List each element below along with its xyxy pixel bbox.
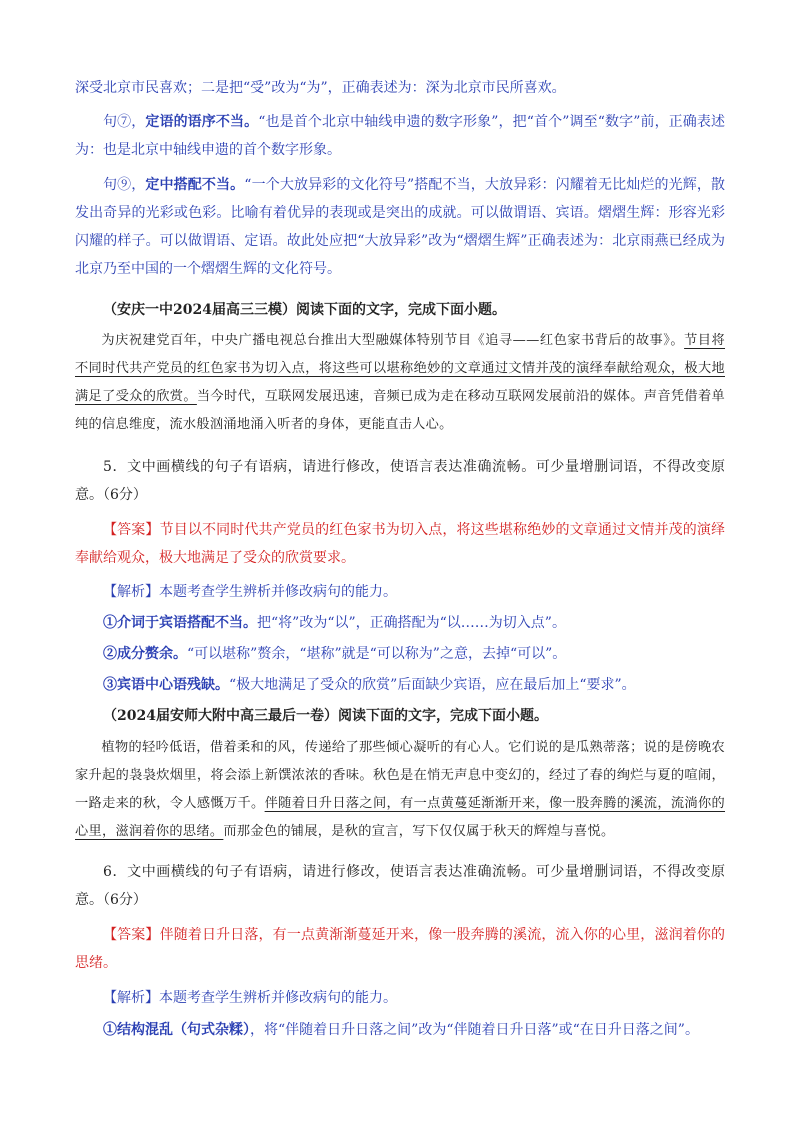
analysis-text: 深受北京市民喜欢；二是把“受”改为“为”，正确表述为：深为北京市民所喜欢。 [75,80,566,96]
underlined-sentence: 节目将不同时代共产党员的红色家书为切入点，将这些可以堪称绝妙的文章通过文情并茂的演绎奉献给观众，极大地满足了受众的欣赏。 [75,333,726,404]
reading-passage-1 [75,327,725,439]
error-type: ②成分赘余。 [103,646,187,662]
analysis-text: 本题考查学生辨析并修改病句的能力。 [159,584,397,600]
passage-text: 而那金色的铺展，是秋的宣言，写下仅仅属于秋天的辉煌与喜悦。 [223,824,615,839]
analysis-sentence-9 [75,171,725,283]
analysis-continued-line [75,74,725,102]
answer-6 [75,921,725,977]
analysis-5-point-3 [75,671,725,699]
answer-tag: 【答案】 [103,522,160,538]
analysis-text: ，将“伴随着日升日落之间”改为“伴随着日升日落”或“在日升日落之间”。 [250,1022,699,1038]
answer-5 [75,516,725,572]
analysis-5-intro [75,578,725,606]
passage-text: 植物的轻吟低语，借着柔和的风，传递给了那些倾心凝听的有心人。它们说的是瓜熟蒂落；说的是傍晚农家升起的袅袅炊烟里，将会添上新馔浓浓的香味。秋色是在悄无声息中变幻的，经过了春的绚烂与夏的喧闹，一路走来的秋，令人感慨万千。 [75,740,725,811]
error-type: 定中搭配不当。 [145,177,245,193]
answer-tag: 【答案】 [103,927,160,943]
error-type: ①结构混乱（句式杂糅） [103,1022,250,1038]
analysis-6-intro [75,984,725,1012]
analysis-5-point-1 [75,609,725,637]
analysis-5-point-2 [75,640,725,668]
error-type: ①介词于宾语搭配不当。 [103,615,257,631]
sentence-ref: 句⑦， [103,114,146,130]
question-text: 6．文中画横线的句子有语病，请进行修改，使语言表达准确流畅。可少量增删词语，不得改变原意。（6分） [75,864,725,908]
error-type: ③宾语中心语残缺。 [103,677,229,693]
answer-text: 伴随着日升日落，有一点黄渐渐蔓延开来，像一股奔腾的溪流，流入你的心里，滋润着你的思绪。 [75,927,726,971]
analysis-text: “极大地满足了受众的欣赏”后面缺少宾语，应在最后加上“要求”。 [229,677,636,693]
analysis-6-point-1 [75,1016,725,1044]
sentence-ref: 句⑨， [103,177,146,193]
passage-text: 为庆祝建党百年，中央广播电视总台推出大型融媒体特别节目《追寻——红色家书背后的故事》。 [101,333,685,348]
analysis-text: “也是首个北京中轴线申遗的数字形象”，把“首个”调至“数字”前，正确表述为：也是北京中轴线申遗的首个数字形象。 [75,114,726,158]
heading-text: （2024届安师大附中高三最后一卷）阅读下面的文字，完成下面小题。 [103,708,548,724]
heading-text: （安庆一中2024届高三三模）阅读下面的文字，完成下面小题。 [103,302,506,318]
underlined-sentence: 伴随着日升日落之间，有一点黄蔓延渐渐开来，像一股奔腾的溪流，流淌你的心里，滋润着你的思绪。 [75,796,726,839]
analysis-sentence-7 [75,108,725,164]
analysis-text: 把“将”改为“以”，正确搭配为“以……为切入点”。 [257,615,566,631]
section-heading-1 [75,296,725,324]
error-type: 定语的语序不当。 [145,114,259,130]
answer-text: 节目以不同时代共产党员的红色家书为切入点，将这些堪称绝妙的文章通过文情并茂的演绎奉献给观众，极大地满足了受众的欣赏要求。 [75,522,726,566]
question-5 [75,453,725,509]
reading-passage-2 [75,734,725,846]
analysis-tag: 【解析】 [103,584,159,600]
passage-text: 当今时代，互联网发展迅速，音频已成为走在移动互联网发展前沿的媒体。声音凭借着单纯的信息维度，流水般汹涌地涌入听者的身体，更能直击人心。 [75,389,725,432]
question-text: 5．文中画横线的句子有语病，请进行修改，使语言表达准确流畅。可少量增删词语，不得改变原意。（6分） [75,459,725,503]
analysis-text: 本题考查学生辨析并修改病句的能力。 [159,990,397,1006]
analysis-tag: 【解析】 [103,990,159,1006]
section-heading-2 [75,702,725,730]
analysis-text: “可以堪称”赘余，“堪称”就是“可以称为”之意，去掉“可以”。 [187,646,567,662]
question-6 [75,858,725,914]
analysis-text: “一个大放异彩的文化符号”搭配不当，大放异彩：闪耀着无比灿烂的光辉，散发出奇异的光彩或色彩。比喻有着优异的表现或是突出的成就。可以做谓语、宾语。熠熠生辉：形容光彩闪耀的样子。可以做谓语、定语。故此处应把“大放异彩”改为“熠熠生辉”正确表述为：北京雨燕已经成为北京乃至中国的一个熠熠生辉的文化符号。 [75,177,726,277]
